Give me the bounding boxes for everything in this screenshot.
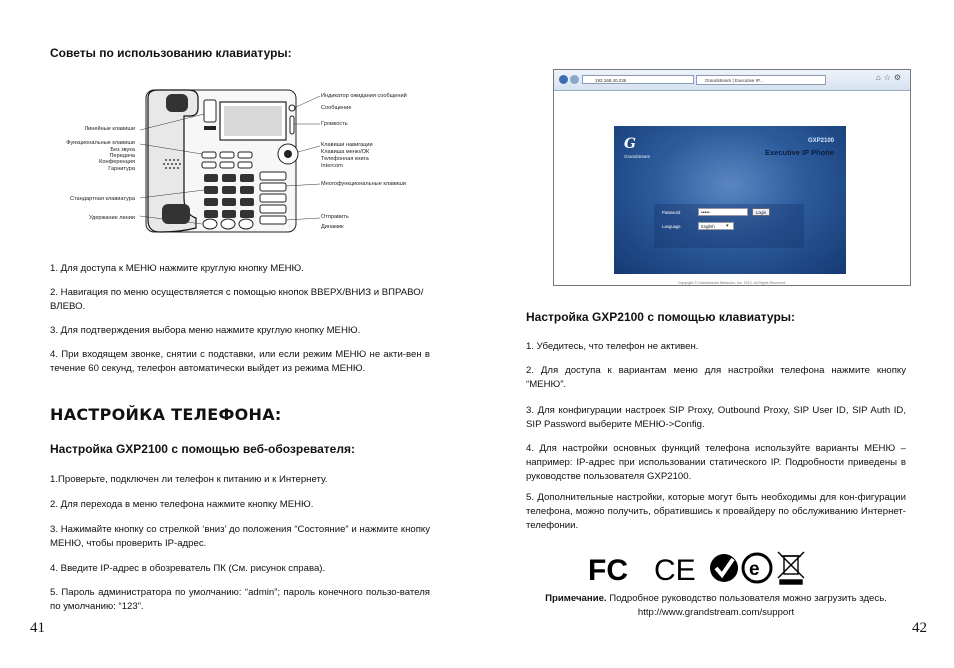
label-message: Сообщение	[321, 105, 352, 111]
label-line-keys: Линейные клавиши	[84, 126, 135, 132]
label-intercom: Intercom	[321, 163, 343, 169]
label-phonebook: Телефонная книга	[321, 156, 369, 162]
section-title: НАСТРОЙКА ТЕЛЕФОНА:	[50, 405, 282, 424]
copyright-text: Copyright © Grandstream Networks, Inc. 2012. All Rights Reserved.	[677, 281, 787, 285]
login-panel	[614, 126, 846, 274]
keypad-tips-title: Советы по использованию клавиатуры:	[50, 46, 292, 60]
label-conference: Конференция	[99, 159, 135, 165]
address-bar[interactable]: 192.168.40.236	[582, 75, 694, 84]
product-name: Executive IP Phone	[764, 148, 834, 157]
e-mark-icon	[743, 554, 771, 582]
svg-text:CE: CE	[654, 554, 696, 586]
weee-bin-icon	[778, 552, 804, 584]
tip-2: 2. Навигация по меню осуществляется с помощью кнопок ВВЕРХ/ВНИЗ и ВПРАВО/ВЛЕВО.	[50, 287, 424, 312]
phone-diagram	[140, 86, 320, 236]
password-input[interactable]: •••••	[698, 208, 748, 216]
browser-tab[interactable]: Grandstream | Executive IP...	[696, 75, 826, 85]
language-label: Language	[662, 224, 681, 229]
label-send: Отправить	[321, 214, 349, 220]
label-transfer: Передача	[109, 153, 135, 159]
tip-1: 1. Для доступа к МЕНЮ нажмите круглую кнопку МЕНЮ.	[50, 263, 304, 274]
support-url[interactable]: http://www.grandstream.com/support	[637, 607, 795, 618]
browser-screenshot	[553, 69, 911, 286]
label-menu-ok: Клавиша меню/ОК	[321, 149, 370, 155]
ce-mark-icon	[654, 554, 696, 586]
tip-3: 3. Для подтверждения выбора меню нажмите круглую кнопку МЕНЮ.	[50, 325, 361, 336]
label-mwi: Индикатор ожидания сообщений	[321, 93, 407, 99]
c-tick-mark-icon	[710, 554, 738, 582]
label-function-keys: Функциональные клавиши	[66, 140, 135, 146]
fcc-mark-icon	[588, 554, 628, 586]
password-label: Password	[662, 210, 681, 215]
note-text: Подробное руководство пользователя можно загрузить здесь.	[609, 593, 887, 604]
web-setup-title: Настройка GXP2100 с помощью веб-обозревателя:	[50, 442, 355, 456]
right-step-2: 2. Для доступа к вариантам меню для настройки телефона нажмите кнопку “МЕНЮ”.	[526, 365, 906, 390]
web-step-1: 1.Проверьте, подключен ли телефон к питанию и к Интернету.	[50, 474, 328, 485]
brand-name: Grandstream	[624, 154, 651, 159]
page-number-right: 42	[912, 620, 927, 636]
label-volume: Громкость	[321, 121, 348, 127]
certification-marks	[588, 550, 814, 586]
right-step-4: 4. Для настройки основных функций телефона используйте варианты МЕНЮ – например: IP-адрес при использовании статического IP. Подробности приведены в руководстве пользователя GXP2100.	[526, 443, 906, 482]
login-form	[654, 204, 804, 248]
keypad-setup-title: Настройка GXP2100 с помощью клавиатуры:	[526, 310, 796, 324]
browser-toolbar	[554, 70, 910, 91]
page-number-left: 41	[30, 620, 45, 636]
window-controls-icon[interactable]: ⌂☆⚙	[875, 73, 904, 82]
model-name: GXP2100	[807, 138, 834, 144]
svg-text:FC: FC	[588, 554, 628, 586]
right-step-1: 1. Убедитесь, что телефон не активен.	[526, 341, 699, 352]
note-label: Примечание.	[545, 593, 607, 604]
web-step-5: 5. Пароль администратора по умолчанию: “admin”; пароль конечного пользо-вателя по умолчанию: “123”.	[50, 587, 430, 612]
web-step-4: 4. Введите IP-адрес в обозреватель ПК (См. рисунок справа).	[50, 563, 326, 574]
label-mute: Без звука	[110, 147, 135, 153]
label-nav-keys: Клавиши навигации	[321, 142, 373, 148]
web-step-2: 2. Для перехода в меню телефона нажмите кнопку МЕНЮ.	[50, 499, 314, 510]
label-line-hold: Удержание линии	[88, 215, 135, 221]
forward-icon[interactable]	[570, 75, 579, 84]
note-line	[526, 592, 906, 606]
label-speaker: Динамик	[321, 224, 344, 230]
login-button[interactable]: Login	[752, 208, 770, 216]
chevron-down-icon[interactable]: ▾	[726, 223, 729, 229]
brand-logo: G	[624, 136, 636, 152]
label-headset: Гарнитура	[108, 166, 135, 172]
tip-4: 4. При входящем звонке, снятии с подставки, или если режим МЕНЮ не акти-вен в течение 60 секунд, телефон автоматически выйдет из режима МЕНЮ.	[50, 349, 430, 374]
label-standard-keypad: Стандартная клавиатура	[70, 196, 135, 202]
label-multifunction: Многофункциональные клавиши	[321, 181, 406, 187]
web-step-3: 3. Нажимайте кнопку со стрелкой ‘вниз’ до положения “Состояние” и нажмите кнопку МЕНЮ, чтобы проверить IP-адрес.	[50, 524, 430, 549]
svg-text:e: e	[749, 559, 760, 580]
language-select[interactable]: English	[698, 222, 734, 230]
back-icon[interactable]	[559, 75, 568, 84]
right-step-3: 3. Для конфигурации настроек SIP Proxy, Outbound Proxy, SIP User ID, SIP Auth ID, SIP Password выберите МЕНЮ->Config.	[526, 405, 906, 430]
right-step-5: 5. Дополнительные настройки, которые могут быть необходимы для кон-фигурации телефона, можно получить, обратившись к провайдеру по обслуживанию Интернет-телефонии.	[526, 492, 906, 531]
